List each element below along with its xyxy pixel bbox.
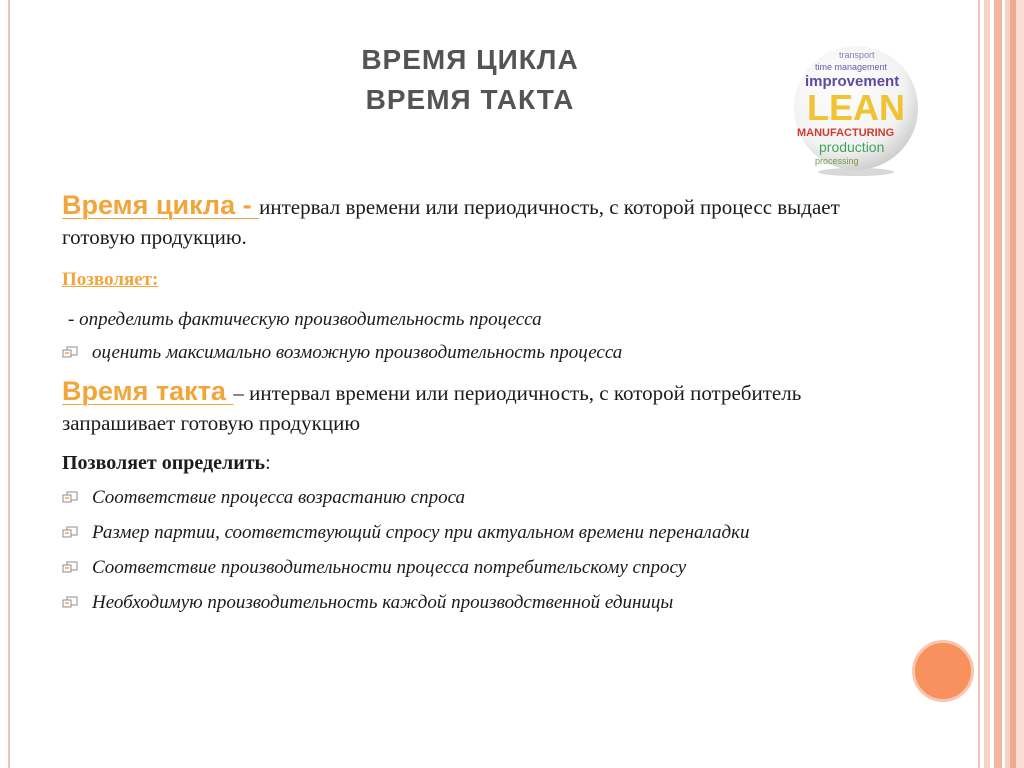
decorative-stripes bbox=[984, 0, 1024, 768]
logo-word: processing bbox=[815, 156, 859, 166]
logo-word: MANUFACTURING bbox=[797, 127, 895, 139]
logo-word: time management bbox=[815, 62, 888, 72]
lean-word-ball-logo bbox=[793, 42, 919, 176]
takt-item-text: Необходимую производительность каждой производственной единицы bbox=[92, 592, 674, 613]
page-bullet-icon bbox=[62, 491, 78, 503]
page-bullet-icon bbox=[62, 526, 78, 538]
takt-item bbox=[62, 589, 842, 616]
cycle-item-text: оценить максимально возможную производительность процесса bbox=[92, 342, 623, 363]
takt-item-text: Соответствие процесса возрастанию спроса bbox=[92, 487, 466, 508]
takt-definition-text: интервал времени или периодичность, с которой потребитель запрашивает готовую продукцию bbox=[62, 381, 802, 435]
cycle-item: - определить фактическую производительность процесса bbox=[68, 309, 542, 330]
cycle-term: Время цикла - bbox=[62, 190, 260, 220]
page-bullet-icon bbox=[62, 561, 78, 573]
takt-item bbox=[62, 484, 842, 511]
takt-allows-text: Позволяет определить bbox=[62, 452, 266, 474]
takt-item bbox=[62, 519, 842, 546]
cycle-definition-text: интервал времени или периодичность, с которой процесс выдает готовую продукцию. bbox=[62, 195, 840, 249]
logo-word: production bbox=[819, 139, 885, 155]
takt-item-text: Соответствие производительности процесса потребительскому спросу bbox=[92, 557, 687, 578]
cycle-definition bbox=[62, 190, 842, 252]
title-line-1: ВРЕМЯ ЦИКЛА bbox=[361, 44, 579, 75]
takt-definition bbox=[62, 376, 842, 438]
title-line-2: ВРЕМЯ ТАКТА bbox=[365, 84, 575, 115]
logo-word: LEAN bbox=[807, 87, 905, 128]
orange-circle-decoration bbox=[912, 640, 974, 702]
takt-allows-colon: : bbox=[265, 452, 271, 474]
slide-title bbox=[300, 40, 640, 120]
page-bullet-icon bbox=[62, 596, 78, 608]
takt-item bbox=[62, 554, 842, 581]
cycle-allows-label: Позволяет: bbox=[62, 269, 159, 290]
takt-item-text: Размер партии, соответствующий спросу при актуальном времени переналадки bbox=[92, 522, 750, 543]
cycle-item bbox=[62, 339, 842, 366]
takt-allows-label bbox=[62, 448, 842, 478]
page-bullet-icon bbox=[62, 346, 78, 358]
logo-word: improvement bbox=[805, 73, 900, 90]
takt-term: Время такта bbox=[62, 376, 234, 406]
takt-dash: – bbox=[233, 381, 250, 405]
slide-content bbox=[62, 190, 842, 616]
logo-word: transport bbox=[839, 50, 875, 60]
